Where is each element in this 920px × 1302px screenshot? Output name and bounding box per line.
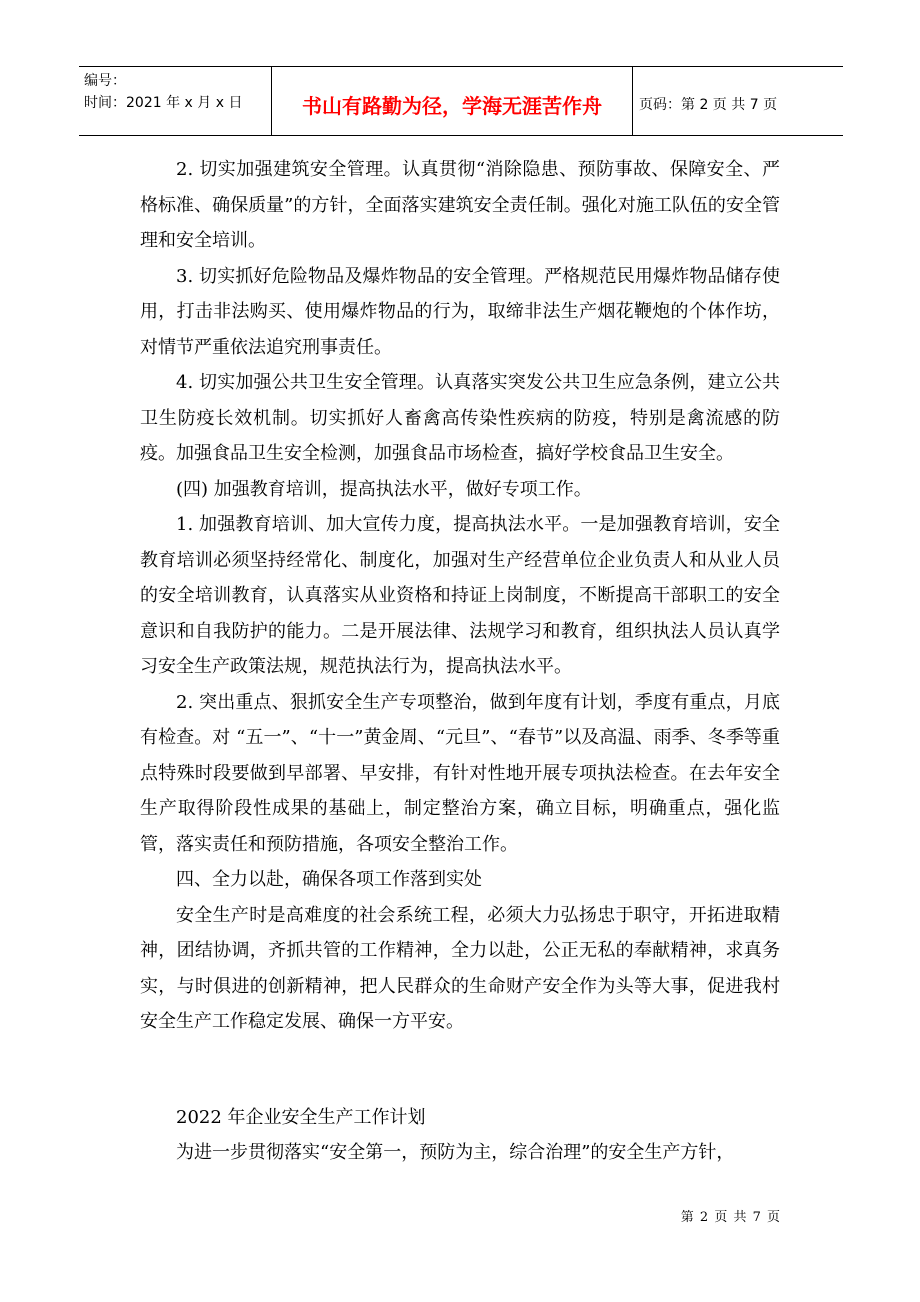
document-header <box>79 66 843 136</box>
paragraph: 安全生产时是高难度的社会系统工程，必须大力弘扬忠于职守，开拓进取精神，团结协调，齐抓共管的工作精神，全力以赴，公正无私的奉献精神，求真务实，与时俱进的创新精神，把人民群众的生命财产安全作为头等大事，促进我村安全生产工作稳定发展、确保一方平安。 <box>140 904 780 1032</box>
paragraph: 3. 切实抓好危险物品及爆炸物品的安全管理。严格规范民用爆炸物品储存使用，打击非法购买、使用爆炸物品的行为，取缔非法生产烟花鞭炮的个体作坊，对情节严重依法追究刑事责任。 <box>140 265 780 358</box>
section2-title: 2022 年企业安全生产工作计划 <box>176 1106 426 1128</box>
spacer <box>140 1040 780 1100</box>
number-label: 编号： <box>84 73 126 89</box>
section-heading: 四、全力以赴，确保各项工作落到实处 <box>176 869 482 890</box>
header-motto: 书山有路勤为径，学海无涯苦作舟 <box>272 67 633 135</box>
paragraph: 4. 切实加强公共卫生安全管理。认真落实突发公共卫生应急条例，建立公共卫生防疫长效机制。切实抓好人畜禽高传染性疾病的防疫，特别是禽流感的防疫。加强食品卫生安全检测，加强食品市场检查，搞好学校食品卫生安全。 <box>140 372 780 464</box>
document-body <box>140 152 780 1171</box>
section2-intro: 为进一步贯彻落实“安全第一，预防为主，综合治理”的安全生产方针， <box>176 1142 735 1163</box>
header-page-label: 页码：第 2 页 共 7 页 <box>639 97 778 113</box>
date-label: 时间：2021 年 x 月 x 日 <box>84 95 243 111</box>
page-footer: 第 2 页 共 7 页 <box>680 1210 781 1225</box>
header-meta-cell <box>79 67 272 135</box>
paragraph: 2. 切实加强建筑安全管理。认真贯彻“消除隐患、预防事故、保障安全、严格标准、确保质量”的方针，全面落实建筑安全责任制。强化对施工队伍的安全管理和安全培训。 <box>140 159 780 251</box>
paragraph: 1. 加强教育培训、加大宣传力度，提高执法水平。一是加强教育培训，安全教育培训必须坚持经常化、制度化，加强对生产经营单位企业负责人和从业人员的安全培训教育，认真落实从业资格和持证上岗制度，不断提高干部职工的安全意识和自我防护的能力。二是开展法律、法规学习和教育，组织执法人员认真学习安全生产政策法规，规范执法行为，提高执法水平。 <box>140 514 780 677</box>
paragraph: 2. 突出重点、狠抓安全生产专项整治，做到年度有计划，季度有重点，月底有检查。对 “五一”、“十一”黄金周、“元旦”、“春节”以及高温、雨季、冬季等重点特殊时段要做到早部署、早安排，有针对性地开展专项执法检查。在去年安全生产取得阶段性成果的基础上，制定整治方案，确立目标，明确重点，强化监管，落实责任和预防措施，各项安全整治工作。 <box>140 691 780 855</box>
paragraph: (四) 加强教育培训，提高执法水平，做好专项工作。 <box>176 478 592 500</box>
